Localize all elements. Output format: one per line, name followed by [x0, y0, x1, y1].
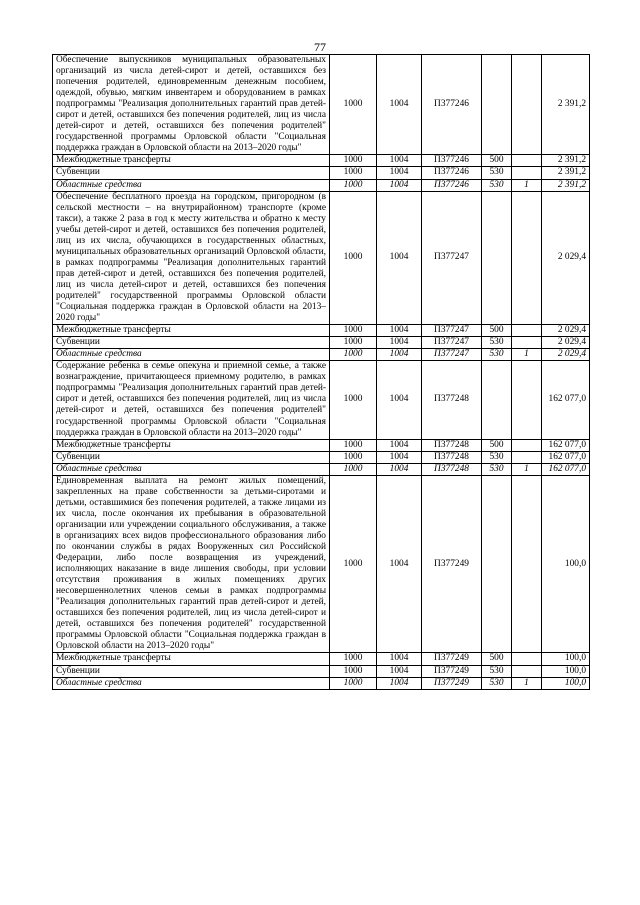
row-section-code: 1000: [330, 325, 377, 337]
row-amount: 162 077,0: [542, 463, 590, 475]
row-subsection-code: 1004: [377, 55, 422, 155]
row-name: Субвенции: [53, 665, 330, 677]
row-amount: 2 391,2: [542, 55, 590, 155]
row-target-article: П377249: [422, 665, 482, 677]
row-subsection-code: 1004: [377, 475, 422, 653]
row-target-article: П377248: [422, 361, 482, 439]
row-target-article: П377246: [422, 155, 482, 167]
row-expense-type: 530: [482, 665, 512, 677]
row-subsection-code: 1004: [377, 179, 422, 191]
row-funding-source: 1: [512, 349, 542, 361]
row-target-article: П377249: [422, 677, 482, 689]
page-number: 77: [314, 40, 326, 54]
row-target-article: П377249: [422, 653, 482, 665]
row-subsection-code: 1004: [377, 337, 422, 349]
row-subsection-code: 1004: [377, 451, 422, 463]
table-row: [53, 677, 590, 689]
row-funding-source: 1: [512, 677, 542, 689]
row-expense-type: 530: [482, 451, 512, 463]
budget-table: [52, 54, 590, 690]
row-subsection-code: 1004: [377, 155, 422, 167]
row-target-article: П377247: [422, 337, 482, 349]
row-name: Областные средства: [53, 463, 330, 475]
row-expense-type: 530: [482, 337, 512, 349]
row-funding-source: [512, 337, 542, 349]
row-target-article: П377246: [422, 167, 482, 179]
row-section-code: 1000: [330, 475, 377, 653]
row-name: Обеспечение бесплатного проезда на городском, пригородном (в сельской местности – на внутрирайонном) транспорте (кроме такси), а также 2 раза в год к месту жительства и обратно к месту учебы детей-сирот и детей, оставшихся без попечения родителей, лиц из их числа, обучающихся в государственных областных, муниципальных образовательных организаций Орловской области, в рамках подпрограммы "Реализация дополнительных гарантий прав детей-сирот и детей, оставшихся без попечения родителей, лиц из числа детей-сирот и детей, оставшихся без попечения родителей" государственной программы Орловской области "Социальная поддержка граждан в Орловской области на 2013–2020 годы": [53, 191, 330, 325]
row-name: Субвенции: [53, 167, 330, 179]
row-expense-type: 530: [482, 167, 512, 179]
table-row: [53, 361, 590, 439]
row-target-article: П377249: [422, 475, 482, 653]
table-row: [53, 475, 590, 653]
row-target-article: П377248: [422, 463, 482, 475]
row-funding-source: [512, 475, 542, 653]
row-expense-type: 500: [482, 439, 512, 451]
row-funding-source: [512, 191, 542, 325]
row-amount: 162 077,0: [542, 451, 590, 463]
row-funding-source: [512, 361, 542, 439]
row-amount: 100,0: [542, 475, 590, 653]
table-row: [53, 337, 590, 349]
row-funding-source: [512, 55, 542, 155]
row-amount: 100,0: [542, 677, 590, 689]
row-target-article: П377248: [422, 451, 482, 463]
row-funding-source: [512, 167, 542, 179]
row-section-code: 1000: [330, 191, 377, 325]
row-expense-type: 500: [482, 653, 512, 665]
row-expense-type: [482, 55, 512, 155]
row-section-code: 1000: [330, 653, 377, 665]
row-name: Субвенции: [53, 337, 330, 349]
row-section-code: 1000: [330, 179, 377, 191]
table-row: [53, 325, 590, 337]
row-amount: 2 029,4: [542, 337, 590, 349]
row-expense-type: [482, 475, 512, 653]
row-target-article: П377247: [422, 349, 482, 361]
row-target-article: П377247: [422, 325, 482, 337]
row-section-code: 1000: [330, 665, 377, 677]
row-subsection-code: 1004: [377, 167, 422, 179]
row-section-code: 1000: [330, 155, 377, 167]
row-funding-source: [512, 665, 542, 677]
table-row: [53, 55, 590, 155]
row-amount: 2 029,4: [542, 191, 590, 325]
row-subsection-code: 1004: [377, 665, 422, 677]
row-name: Областные средства: [53, 349, 330, 361]
table-row: [53, 155, 590, 167]
row-section-code: 1000: [330, 337, 377, 349]
row-target-article: П377247: [422, 191, 482, 325]
row-funding-source: [512, 325, 542, 337]
row-subsection-code: 1004: [377, 463, 422, 475]
row-amount: 162 077,0: [542, 361, 590, 439]
row-funding-source: [512, 451, 542, 463]
row-funding-source: 1: [512, 463, 542, 475]
row-subsection-code: 1004: [377, 439, 422, 451]
row-expense-type: 530: [482, 349, 512, 361]
row-name: Единовременная выплата на ремонт жилых помещений, закрепленных на праве собственности за детьми-сиротами и детьми, оставшимися без попечения родителей, а также лицами из их числа, после окончания их пребывания в образовательной организации или учреждении социального обслуживания, а также в организациях всех видов профессионального образования либо по окончании службы в рядах Вооруженных сил Российской Федерации, либо после возвращения из учреждений, исполняющих наказание в виде лишения свободы, при условии отсутствия проживания в жилых помещениях других несовершеннолетних членов семьи в рамках подпрограммы "Реализация дополнительных гарантий прав детей-сирот и детей, оставшихся без попечения родителей, лиц из числа детей-сирот и детей, оставшихся без попечения родителей" государственной программы Орловской области "Социальная поддержка граждан в Орловской области на 2013–2020 годы": [53, 475, 330, 653]
row-amount: 100,0: [542, 653, 590, 665]
table-row: [53, 179, 590, 191]
row-expense-type: [482, 361, 512, 439]
row-section-code: 1000: [330, 463, 377, 475]
row-expense-type: 530: [482, 677, 512, 689]
row-target-article: П377248: [422, 439, 482, 451]
row-name: Областные средства: [53, 179, 330, 191]
table-row: [53, 653, 590, 665]
row-section-code: 1000: [330, 349, 377, 361]
row-name: Межбюджетные трансферты: [53, 439, 330, 451]
row-amount: 2 391,2: [542, 167, 590, 179]
row-section-code: 1000: [330, 167, 377, 179]
row-funding-source: [512, 653, 542, 665]
row-name: Обеспечение выпускников муниципальных образовательных организаций из числа детей-сирот и детей, оставшихся без попечения родителей, единовременным денежным пособием, одеждой, обувью, мягким инвентарем и оборудованием в рамках подпрограммы "Реализация дополнительных гарантий прав детей-сирот и детей, оставшихся без попечения родителей, лиц из числа детей-сирот и детей, оставшихся без попечения родителей" государственной программы Орловской области "Социальная поддержка граждан в Орловской области на 2013–2020 годы": [53, 55, 330, 155]
row-subsection-code: 1004: [377, 653, 422, 665]
row-name: Межбюджетные трансферты: [53, 155, 330, 167]
row-amount: 2 391,2: [542, 179, 590, 191]
row-amount: 162 077,0: [542, 439, 590, 451]
row-name: Субвенции: [53, 451, 330, 463]
table-row: [53, 665, 590, 677]
table-row: [53, 439, 590, 451]
row-subsection-code: 1004: [377, 677, 422, 689]
row-subsection-code: 1004: [377, 325, 422, 337]
table-row: [53, 167, 590, 179]
row-section-code: 1000: [330, 361, 377, 439]
row-expense-type: 500: [482, 325, 512, 337]
row-funding-source: 1: [512, 179, 542, 191]
row-amount: 100,0: [542, 665, 590, 677]
row-target-article: П377246: [422, 179, 482, 191]
row-funding-source: [512, 439, 542, 451]
table-row: [53, 191, 590, 325]
row-amount: 2 029,4: [542, 349, 590, 361]
row-subsection-code: 1004: [377, 361, 422, 439]
row-name: Содержание ребенка в семье опекуна и приемной семье, а также вознаграждение, причитающееся приемному родителю, в рамках подпрограммы "Реализация дополнительных гарантий прав детей-сирот и детей, оставшихся без попечения родителей, лиц из числа детей-сирот и детей, оставшихся без попечения родителей" государственной программы Орловской области "Социальная поддержка граждан в Орловской области на 2013–2020 годы": [53, 361, 330, 439]
row-section-code: 1000: [330, 677, 377, 689]
row-expense-type: 530: [482, 179, 512, 191]
row-target-article: П377246: [422, 55, 482, 155]
row-expense-type: [482, 191, 512, 325]
table-row: [53, 463, 590, 475]
row-name: Межбюджетные трансферты: [53, 325, 330, 337]
row-section-code: 1000: [330, 439, 377, 451]
budget-table-body: [53, 55, 590, 690]
row-name: Межбюджетные трансферты: [53, 653, 330, 665]
row-expense-type: 500: [482, 155, 512, 167]
row-section-code: 1000: [330, 55, 377, 155]
row-section-code: 1000: [330, 451, 377, 463]
row-subsection-code: 1004: [377, 349, 422, 361]
row-expense-type: 530: [482, 463, 512, 475]
row-subsection-code: 1004: [377, 191, 422, 325]
table-row: [53, 349, 590, 361]
table-row: [53, 451, 590, 463]
row-amount: 2 391,2: [542, 155, 590, 167]
row-name: Областные средства: [53, 677, 330, 689]
row-funding-source: [512, 155, 542, 167]
row-amount: 2 029,4: [542, 325, 590, 337]
